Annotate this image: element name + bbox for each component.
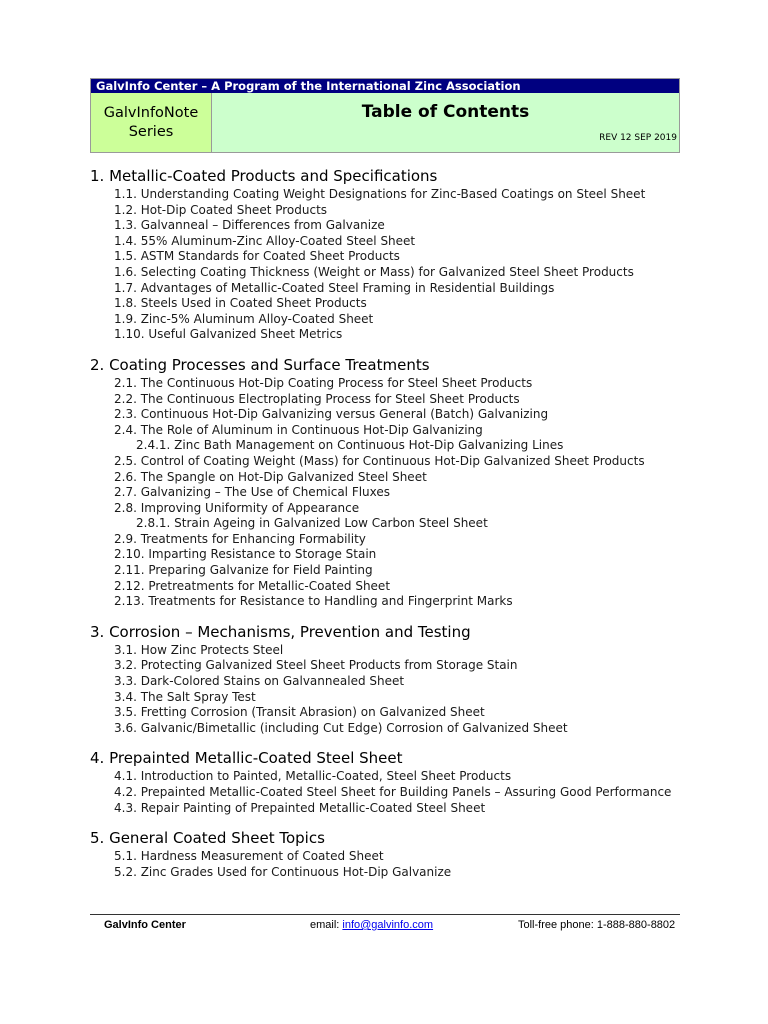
series-label-line2: Series	[128, 123, 174, 140]
series-label-line1: GalvInfoNote	[103, 104, 199, 121]
email-link[interactable]: info@galvinfo.com	[342, 919, 434, 931]
toc-item: 3.1. How Zinc Protects Steel	[114, 642, 284, 657]
revision-date: REV 12 SEP 2019	[599, 133, 677, 143]
toc-item: 2.7. Galvanizing – The Use of Chemical Fluxes	[114, 485, 391, 500]
footer-divider	[90, 914, 680, 915]
section-title: 5. General Coated Sheet Topics	[90, 829, 325, 848]
section-title: 1. Metallic-Coated Products and Specifications	[90, 167, 438, 185]
toc-item: 2.11. Preparing Galvanize for Field Painting	[114, 563, 373, 578]
toc-item: 1.4. 55% Aluminum-Zinc Alloy-Coated Steel Sheet	[114, 233, 416, 248]
page-title: Table of Contents	[361, 102, 530, 122]
toc-item: 1.1. Understanding Coating Weight Designations for Zinc-Based Coatings on Steel Sheet	[114, 187, 646, 201]
footer-email	[310, 919, 433, 931]
section-title: 4. Prepainted Metallic-Coated Steel Sheet	[90, 749, 403, 768]
toc-item: 1.6. Selecting Coating Thickness (Weight or Mass) for Galvanized Steel Sheet Products	[114, 264, 634, 279]
footer-phone: Toll-free phone: 1-888-880-8802	[518, 919, 676, 931]
toc-section	[90, 622, 690, 737]
toc-item: 2.5. Control of Coating Weight (Mass) for Continuous Hot-Dip Galvanized Sheet Products	[114, 453, 645, 468]
toc-section	[90, 355, 690, 610]
header-banner: GalvInfo Center – A Program of the International Zinc Association	[91, 79, 679, 93]
toc-item: 3.2. Protecting Galvanized Steel Sheet Products from Storage Stain	[114, 658, 518, 673]
toc-item: 2.8. Improving Uniformity of Appearance	[114, 500, 360, 515]
toc-item: 2.4. The Role of Aluminum in Continuous Hot-Dip Galvanizing	[114, 422, 483, 437]
toc-section	[90, 166, 690, 343]
toc-item: 1.10. Useful Galvanized Sheet Metrics	[114, 327, 343, 342]
toc-item: 2.10. Imparting Resistance to Storage Stain	[114, 547, 377, 562]
toc-item: 4.1. Introduction to Painted, Metallic-Coated, Steel Sheet Products	[114, 769, 512, 784]
toc-subitem: 2.8.1. Strain Ageing in Galvanized Low Carbon Steel Sheet	[136, 516, 488, 531]
toc-item: 5.1. Hardness Measurement of Coated Sheet	[114, 849, 384, 864]
footer-email-label: email:	[310, 919, 343, 931]
toc-item: 1.8. Steels Used in Coated Sheet Products	[114, 296, 367, 311]
toc-item: 2.3. Continuous Hot-Dip Galvanizing versus General (Batch) Galvanizing	[114, 407, 549, 422]
toc-item: 2.13. Treatments for Resistance to Handling and Fingerprint Marks	[114, 594, 513, 609]
title-cell	[212, 93, 679, 152]
toc-item: 1.7. Advantages of Metallic-Coated Steel Framing in Residential Buildings	[114, 280, 555, 295]
footer-org: GalvInfo Center	[104, 919, 186, 931]
toc-item: 4.2. Prepainted Metallic-Coated Steel Sheet for Building Panels – Assuring Good Performance	[114, 785, 672, 799]
toc-item: 2.12. Pretreatments for Metallic-Coated Sheet	[114, 578, 391, 593]
toc-subitem: 2.4.1. Zinc Bath Management on Continuous Hot-Dip Galvanizing Lines	[136, 438, 564, 453]
toc-section	[90, 828, 690, 880]
series-label	[91, 93, 212, 152]
toc-item: 2.2. The Continuous Electroplating Process for Steel Sheet Products	[114, 391, 520, 406]
toc-item: 3.5. Fretting Corrosion (Transit Abrasion) on Galvanized Sheet	[114, 705, 485, 720]
table-of-contents	[90, 166, 690, 892]
document-header	[90, 78, 680, 153]
toc-item: 3.4. The Salt Spray Test	[114, 689, 256, 704]
toc-item: 2.1. The Continuous Hot-Dip Coating Process for Steel Sheet Products	[114, 375, 533, 390]
toc-item: 2.6. The Spangle on Hot-Dip Galvanized Steel Sheet	[114, 469, 427, 484]
toc-item: 3.6. Galvanic/Bimetallic (including Cut Edge) Corrosion of Galvanized Sheet	[114, 720, 568, 735]
toc-item: 1.5. ASTM Standards for Coated Sheet Products	[114, 249, 400, 264]
header-row	[91, 93, 679, 152]
toc-item: 1.9. Zinc-5% Aluminum Alloy-Coated Sheet	[114, 311, 374, 326]
toc-item: 5.2. Zinc Grades Used for Continuous Hot-Dip Galvanize	[114, 864, 452, 879]
toc-item: 1.2. Hot-Dip Coated Sheet Products	[114, 202, 328, 217]
toc-item: 3.3. Dark-Colored Stains on Galvannealed Sheet	[114, 674, 405, 689]
toc-item: 4.3. Repair Painting of Prepainted Metallic-Coated Steel Sheet	[114, 800, 486, 815]
toc-item: 1.3. Galvanneal – Differences from Galvanize	[114, 218, 385, 233]
toc-section	[90, 748, 690, 816]
toc-item: 2.9. Treatments for Enhancing Formability	[114, 531, 366, 546]
section-title: 3. Corrosion – Mechanisms, Prevention and Testing	[90, 622, 471, 641]
section-title: 2. Coating Processes and Surface Treatments	[90, 355, 430, 374]
